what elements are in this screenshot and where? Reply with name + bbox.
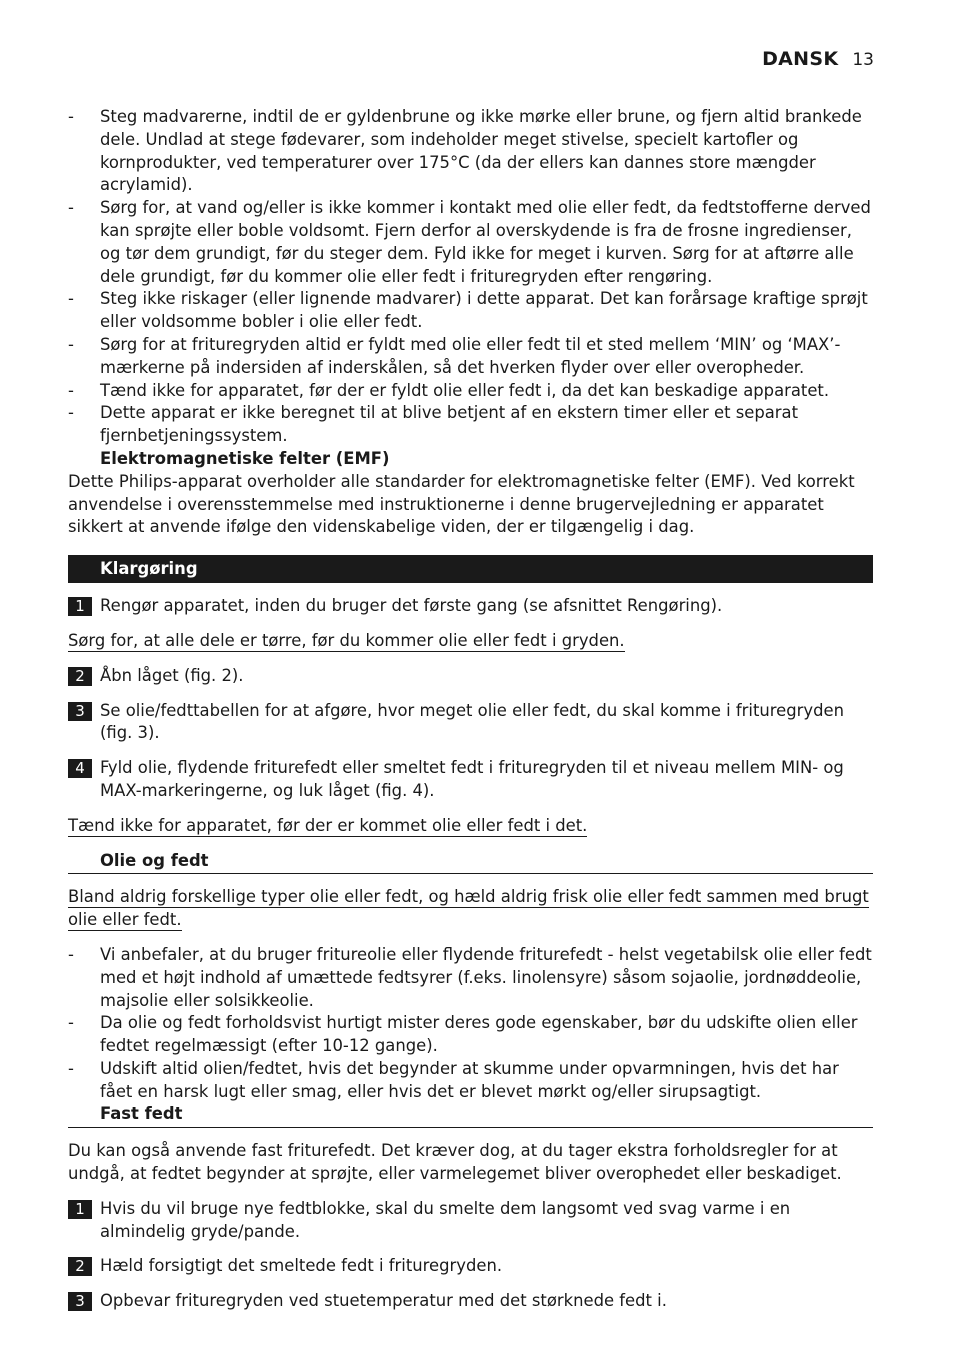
step-number: 1	[68, 1200, 92, 1219]
oil-bullet: - Da olie og fedt forholdsvist hurtigt mister deres gode egenskaber, bør du udskifte olien eller fedtet regelmæssigt (efter 10-12 gange).	[68, 1013, 858, 1056]
solid-fat-step-2: 2 Hæld forsigtigt det smeltede fedt i frituregryden.	[68, 1255, 873, 1278]
page-number: 13	[852, 50, 874, 70]
safety-bullet: - Steg ikke riskager (eller lignende madvarer) i dette apparat. Det kan forårsage kraftige sprøjt eller voldsomme bobler i olie eller fedt.	[68, 289, 868, 332]
solid-fat-step-1: 1 Hvis du vil bruge nye fedtblokke, skal du smelte dem langsomt ved svag varme i en almindelig gryde/pande.	[68, 1198, 873, 1244]
safety-bullet: - Tænd ikke for apparatet, før der er fyldt olie eller fedt i, da det kan beskadige apparatet.	[68, 380, 830, 400]
oil-note: Bland aldrig forskellige typer olie eller fedt, og hæld aldrig frisk olie eller fedt sammen med brugt olie eller fedt.	[68, 887, 869, 930]
step-number: 3	[68, 1292, 92, 1311]
preparation-note-1: Sørg for, at alle dele er tørre, før du kommer olie eller fedt i gryden.	[68, 630, 625, 650]
oil-bullet: - Udskift altid olien/fedtet, hvis det begynder at skumme under opvarmningen, hvis det har fået en harsk lugt eller smag, eller hvis det er blevet mørkt og/eller sirupsagtigt.	[68, 1058, 839, 1101]
step-number: 2	[68, 667, 92, 686]
solid-fat-paragraph: Du kan også anvende fast friturefedt. Det kræver dog, at du tager ekstra forholdsregler for at undgå, at fedtet begynder at sprøjte, eller varmelegemet bliver overophedet eller beskadiget.	[68, 1141, 842, 1184]
preparation-step-2: 2 Åbn låget (fig. 2).	[68, 665, 873, 688]
safety-bullet: - Sørg for at frituregryden altid er fyldt med olie eller fedt til et sted mellem ‘MIN’ og ‘MAX’-mærkerne på indersiden af inderskålen, så det hverken flyder over eller overopheder.	[68, 334, 841, 377]
section-heading-preparation: Klargøring	[68, 555, 873, 583]
preparation-step-4: 4 Fyld olie, flydende friturefedt eller smeltet fedt i frituregryden til et niveau mellem MIN- og MAX-markeringerne, og luk låget (fig. 4).	[68, 757, 873, 803]
solid-fat-step-3: 3 Opbevar frituregryden ved stuetemperatur med det størknede fedt i.	[68, 1290, 873, 1313]
emf-heading: Elektromagnetiske felter (EMF)	[100, 448, 390, 468]
oil-heading: Olie og fedt	[68, 850, 873, 875]
page-content	[68, 106, 873, 1313]
page-header	[762, 48, 874, 70]
step-number: 1	[68, 597, 92, 616]
oil-bullet: - Vi anbefaler, at du bruger fritureolie eller flydende friturefedt - helst vegetabilsk olie eller fedt med et højt indhold af umættede fedtsyrer (f.eks. linolensyre) såsom sojaolie, jordnøddeolie, majsolie eller solsikkeolie.	[68, 944, 872, 1010]
step-number: 2	[68, 1257, 92, 1276]
safety-bullet: - Dette apparat er ikke beregnet til at blive betjent af en ekstern timer eller et separat fjernbetjeningssystem.	[68, 403, 799, 446]
preparation-note-2: Tænd ikke for apparatet, før der er kommet olie eller fedt i det.	[68, 815, 588, 835]
solid-fat-heading: Fast fedt	[68, 1103, 873, 1128]
safety-bullet: - Sørg for, at vand og/eller is ikke kommer i kontakt med olie eller fedt, da fedtstofferne derved kan sprøjte eller boble voldsomt. Fjern derfor al overskydende is fra de frosne ingredienser, og tør dem grundigt, før du steger dem. Fyld ikke for meget i kurven. Sørg for at aftørre alle dele grundigt, før du kommer olie eller fedt i frituregryden efter rengøring.	[68, 198, 871, 286]
language-label: DANSK	[762, 48, 839, 70]
preparation-step-3: 3 Se olie/fedttabellen for at afgøre, hvor meget olie eller fedt, du skal komme i frituregryden (fig. 3).	[68, 700, 873, 746]
emf-paragraph: Dette Philips-apparat overholder alle standarder for elektromagnetiske felter (EMF). Ved korrekt anvendelse i overensstemmelse med instruktionerne i denne brugervejledning er apparatet sikkert at anvende ifølge den videnskabelige viden, der er tilgængelig i dag.	[68, 471, 855, 537]
step-number: 3	[68, 702, 92, 721]
preparation-step-1: 1 Rengør apparatet, inden du bruger det første gang (se afsnittet Rengøring).	[68, 595, 873, 618]
step-number: 4	[68, 759, 92, 778]
safety-bullet: - Steg madvarerne, indtil de er gyldenbrune og ikke mørke eller brune, og fjern altid brankede dele. Undlad at stege fødevarer, som indeholder meget stivelse, specielt kartofler og kornprodukter, ved temperaturer over 175°C (da der ellers kan dannes store mængder acrylamid).	[68, 107, 862, 195]
